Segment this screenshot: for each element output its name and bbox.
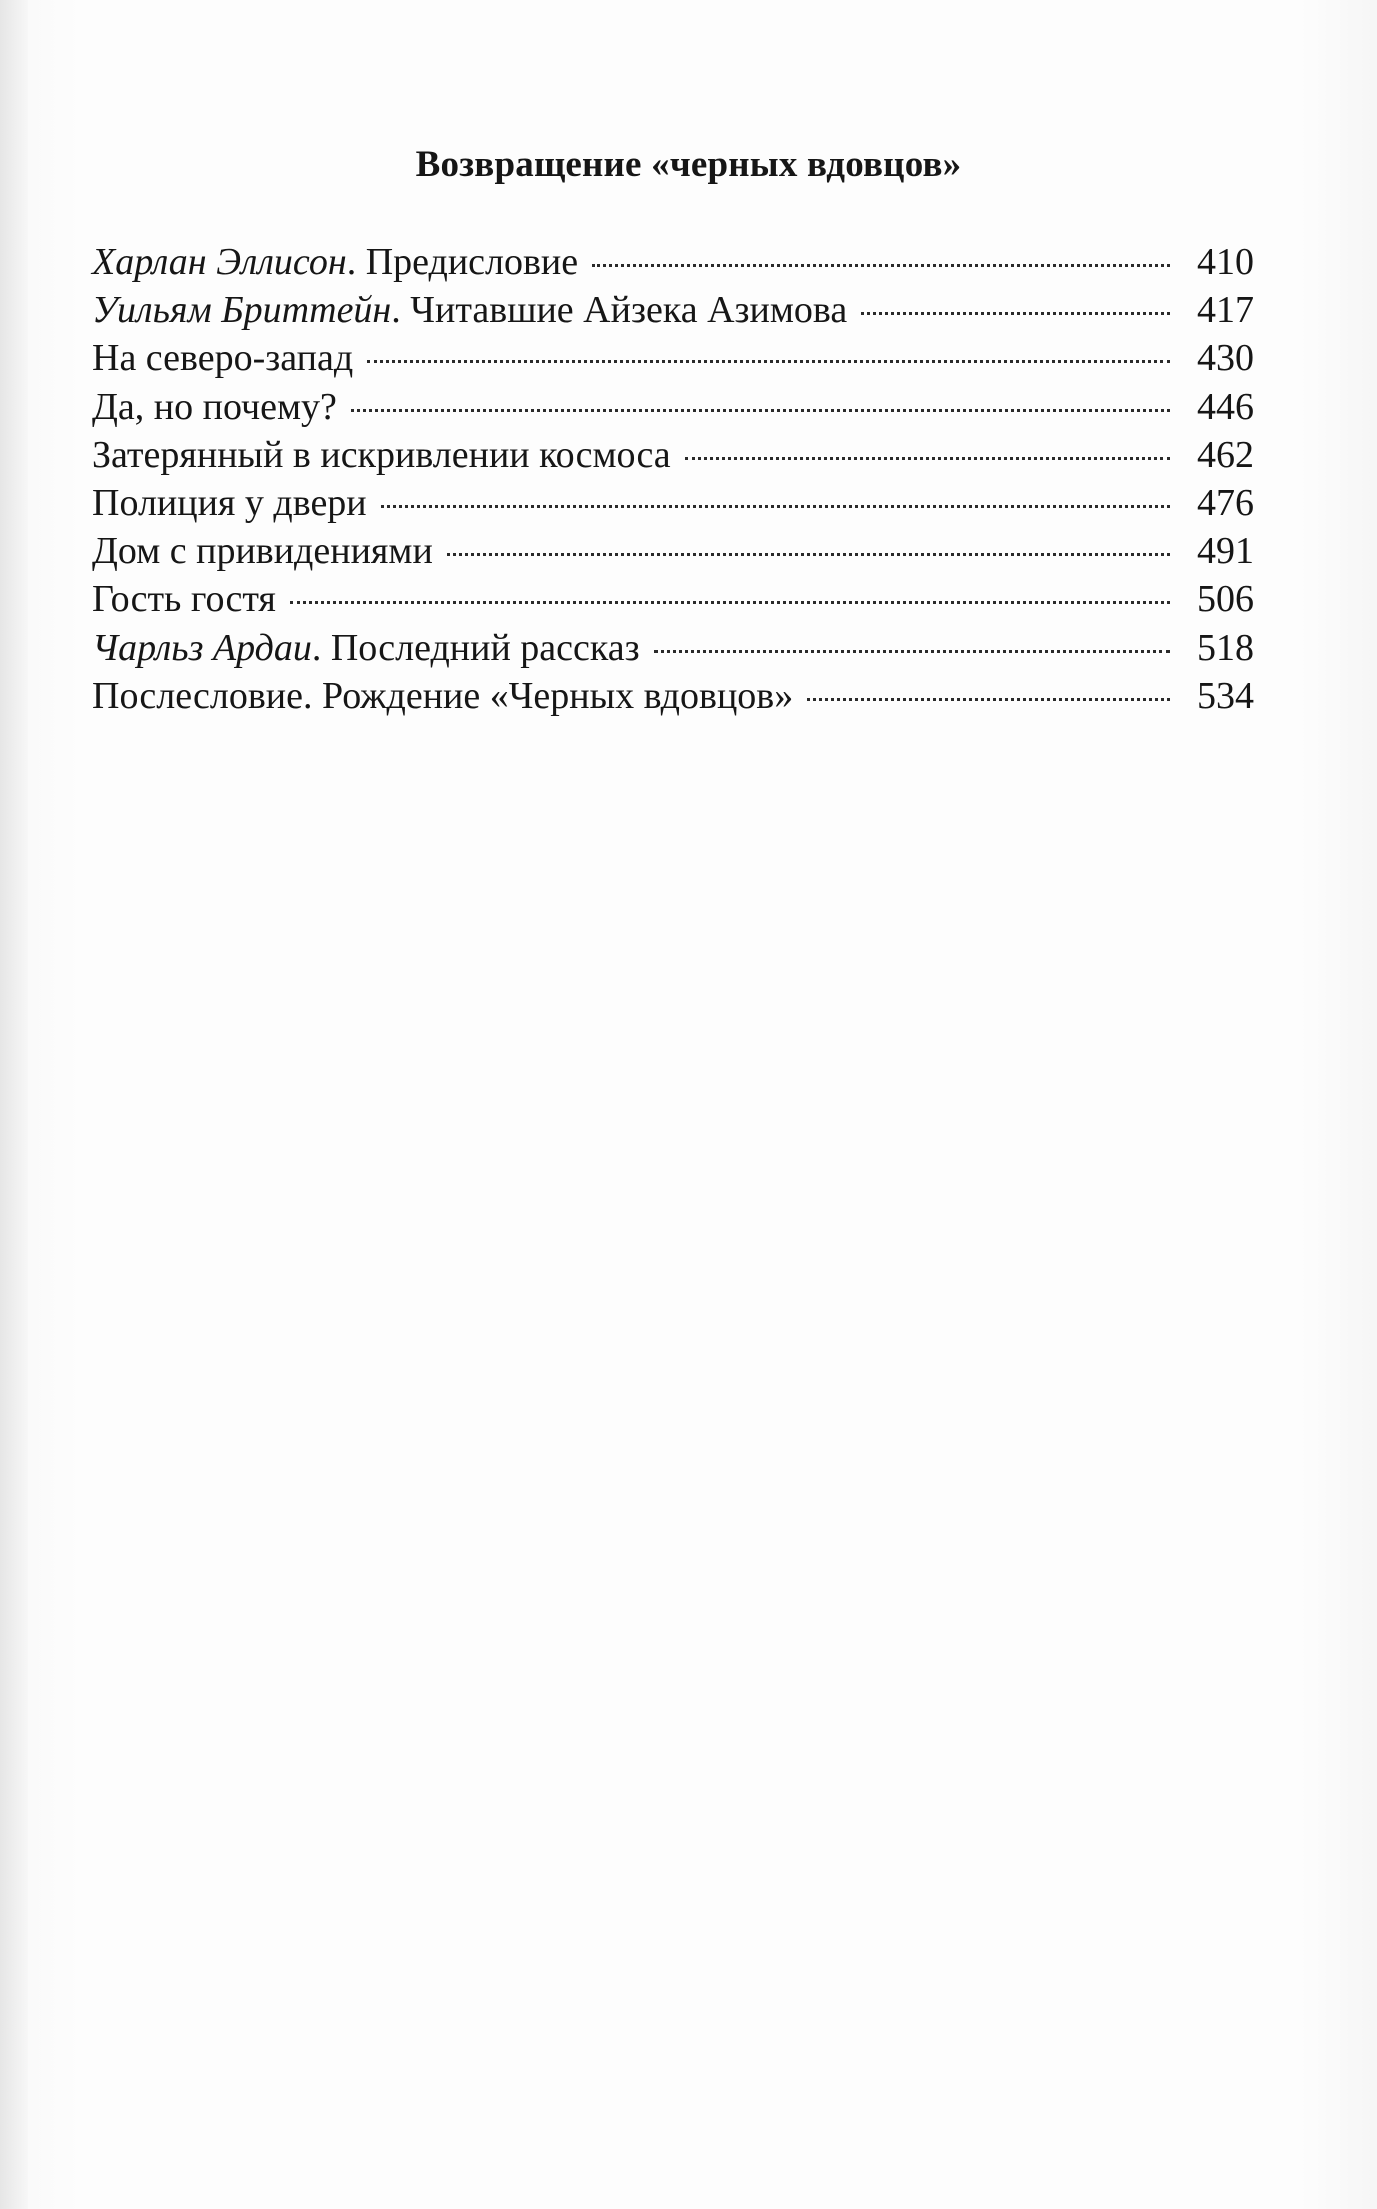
- toc-author: Чарльз Ардаи: [92, 626, 312, 669]
- toc-title: Читавшие Айзека Азимова: [410, 289, 848, 332]
- toc-title: Полиция у двери: [92, 481, 367, 524]
- toc-entry: [92, 575, 276, 623]
- toc-entry: [92, 334, 353, 382]
- dot-leader: [654, 650, 1170, 653]
- toc-title: Дом с привидениями: [92, 530, 433, 573]
- toc-page-number: 534: [1197, 674, 1254, 717]
- toc-entry: [92, 431, 671, 479]
- toc-separator: .: [311, 626, 331, 669]
- dot-leader: [685, 457, 1170, 460]
- toc-row: [92, 479, 1254, 527]
- toc-row: [92, 383, 1254, 431]
- toc-row: [92, 527, 1254, 575]
- toc-title: Послесловие. Рождение «Черных вдовцов»: [92, 674, 794, 717]
- toc-author: Уильям Бриттейн: [92, 289, 392, 332]
- toc-author: Харлан Эллисон: [92, 241, 347, 283]
- page-edge-shadow: [0, 0, 28, 2209]
- dot-leader: [592, 264, 1170, 267]
- dot-leader: [367, 360, 1170, 363]
- toc-page-number: 476: [1197, 481, 1254, 524]
- toc-page-number: 446: [1197, 385, 1254, 428]
- toc-separator: .: [346, 241, 366, 283]
- toc-entry: [92, 672, 793, 720]
- section-title: Возвращение «черных вдовцов»: [415, 144, 962, 185]
- table-of-contents: [92, 238, 1254, 720]
- toc-page-number: 430: [1197, 337, 1254, 380]
- toc-entry: [92, 286, 847, 334]
- toc-page-number: 417: [1197, 289, 1254, 332]
- toc-page-number: 491: [1197, 530, 1254, 573]
- toc-page-number: 518: [1197, 626, 1254, 669]
- toc-title: На северо-запад: [92, 337, 354, 380]
- dot-leader: [381, 505, 1170, 508]
- toc-entry: [92, 527, 433, 575]
- toc-row: [92, 672, 1254, 720]
- toc-title: Предисловие: [365, 241, 579, 283]
- toc-row: [92, 431, 1254, 479]
- toc-entry: [92, 479, 367, 527]
- dot-leader: [861, 312, 1170, 315]
- toc-row: [92, 286, 1254, 334]
- toc-row: [92, 238, 1254, 286]
- dot-leader: [807, 698, 1170, 701]
- toc-title: Последний рассказ: [330, 626, 640, 669]
- dot-leader: [351, 409, 1170, 412]
- dot-leader: [290, 601, 1170, 604]
- toc-entry: [92, 238, 578, 286]
- toc-row: [92, 334, 1254, 382]
- toc-entry: [92, 624, 640, 672]
- toc-page-number: 410: [1197, 241, 1254, 283]
- toc-title: Затерянный в искривлении космоса: [92, 433, 671, 476]
- toc-title: Да, но почему?: [92, 385, 337, 428]
- toc-row: [92, 575, 1254, 623]
- toc-page-number: 462: [1197, 433, 1254, 476]
- dot-leader: [447, 553, 1170, 556]
- toc-separator: .: [391, 289, 411, 332]
- toc-page-number: 506: [1197, 578, 1254, 621]
- toc-entry: [92, 383, 337, 431]
- toc-row: [92, 624, 1254, 672]
- toc-title: Гость гостя: [92, 578, 276, 621]
